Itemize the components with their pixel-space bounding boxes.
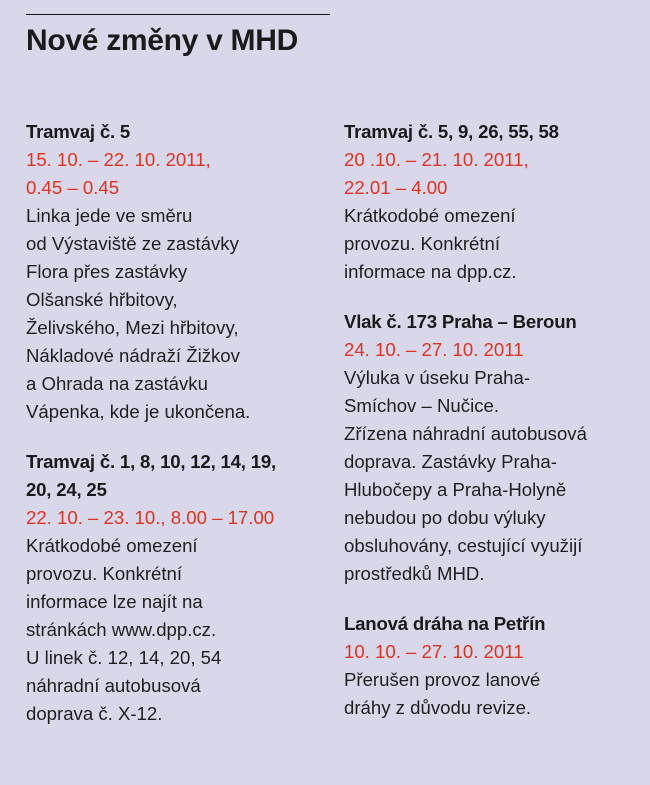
page-title: Nové změny v MHD bbox=[26, 24, 298, 57]
notice-date-line: 10. 10. – 27. 10. 2011 bbox=[344, 641, 524, 662]
notice-text-line: Flora přes zastávky bbox=[26, 261, 188, 282]
notice-text-line: náhradní autobusová bbox=[26, 675, 201, 696]
notice-text-line: dráhy z důvodu revize. bbox=[344, 697, 532, 718]
notice-text-line: Zřízena náhradní autobusová bbox=[344, 423, 587, 444]
notice-text-line: doprava. Zastávky Praha- bbox=[344, 451, 557, 472]
notice-text bbox=[344, 364, 644, 588]
notice-item bbox=[26, 448, 326, 728]
notice-text-line: Krátkodobé omezení bbox=[344, 205, 516, 226]
notice-date bbox=[344, 336, 644, 364]
notice-text-line: Smíchov – Nučice. bbox=[344, 395, 500, 416]
notice-text-line: stránkách www.dpp.cz. bbox=[26, 619, 217, 640]
notice-date bbox=[26, 504, 326, 532]
notice-date bbox=[344, 146, 644, 202]
notice-text-line: Vápenka, kde je ukončena. bbox=[26, 401, 251, 422]
notice-date-line: 24. 10. – 27. 10. 2011 bbox=[344, 339, 524, 360]
notice-title bbox=[26, 448, 326, 504]
notice-item bbox=[344, 118, 644, 286]
notice-text bbox=[26, 532, 326, 728]
notice-date bbox=[344, 638, 644, 666]
notice-text-line: provozu. Konkrétní bbox=[344, 233, 501, 254]
notice-text-line: informace lze najít na bbox=[26, 591, 203, 612]
notice-text-line: Nákladové nádraží Žižkov bbox=[26, 345, 240, 366]
notice-date-line: 20 .10. – 21. 10. 2011, bbox=[344, 149, 529, 170]
notice-title bbox=[26, 118, 326, 146]
notice-text-line: prostředků MHD. bbox=[344, 563, 485, 584]
notice-title-line: Tramvaj č. 1, 8, 10, 12, 14, 19, bbox=[26, 451, 276, 472]
notice-text-line: Hlubočepy a Praha-Holyně bbox=[344, 479, 567, 500]
notice-title bbox=[344, 610, 644, 638]
notice-title bbox=[344, 308, 644, 336]
notice-title-line: Tramvaj č. 5 bbox=[26, 121, 131, 142]
notice-text-line: Krátkodobé omezení bbox=[26, 535, 198, 556]
notice-item bbox=[344, 610, 644, 722]
notice-text bbox=[26, 202, 326, 426]
left-column bbox=[26, 118, 326, 728]
notice-text-line: U linek č. 12, 14, 20, 54 bbox=[26, 647, 222, 668]
notice-date-line: 0.45 – 0.45 bbox=[26, 177, 120, 198]
notice-title-line: Vlak č. 173 Praha – Beroun bbox=[344, 311, 577, 332]
notice-item bbox=[26, 118, 326, 426]
notice-text-line: nebudou po dobu výluky bbox=[344, 507, 546, 528]
notice-date-line: 22.01 – 4.00 bbox=[344, 177, 448, 198]
notice-text-line: Želivského, Mezi hřbitovy, bbox=[26, 317, 239, 338]
notice-text-line: a Ohrada na zastávku bbox=[26, 373, 208, 394]
notice-text-line: Olšanské hřbitovy, bbox=[26, 289, 178, 310]
notice-title-line: Tramvaj č. 5, 9, 26, 55, 58 bbox=[344, 121, 559, 142]
notice-text-line: od Výstaviště ze zastávky bbox=[26, 233, 239, 254]
notice-text-line: Přerušen provoz lanové bbox=[344, 669, 541, 690]
notice-date-line: 15. 10. – 22. 10. 2011, bbox=[26, 149, 211, 170]
notice-text-line: Linka jede ve směru bbox=[26, 205, 193, 226]
notice-text bbox=[344, 666, 644, 722]
top-rule bbox=[26, 14, 330, 15]
notice-text-line: informace na dpp.cz. bbox=[344, 261, 517, 282]
notice-title-line: 20, 24, 25 bbox=[26, 479, 107, 500]
notice-item bbox=[344, 308, 644, 588]
notice-text-line: obsluhovány, cestující využijí bbox=[344, 535, 583, 556]
notice-text-line: doprava č. X-12. bbox=[26, 703, 163, 724]
notice-text-line: Výluka v úseku Praha- bbox=[344, 367, 531, 388]
notice-date-line: 22. 10. – 23. 10., 8.00 – 17.00 bbox=[26, 507, 275, 528]
notice-title bbox=[344, 118, 644, 146]
notice-text-line: provozu. Konkrétní bbox=[26, 563, 183, 584]
right-column bbox=[344, 118, 644, 722]
notice-title-line: Lanová dráha na Petřín bbox=[344, 613, 546, 634]
notice-text bbox=[344, 202, 644, 286]
notice-date bbox=[26, 146, 326, 202]
